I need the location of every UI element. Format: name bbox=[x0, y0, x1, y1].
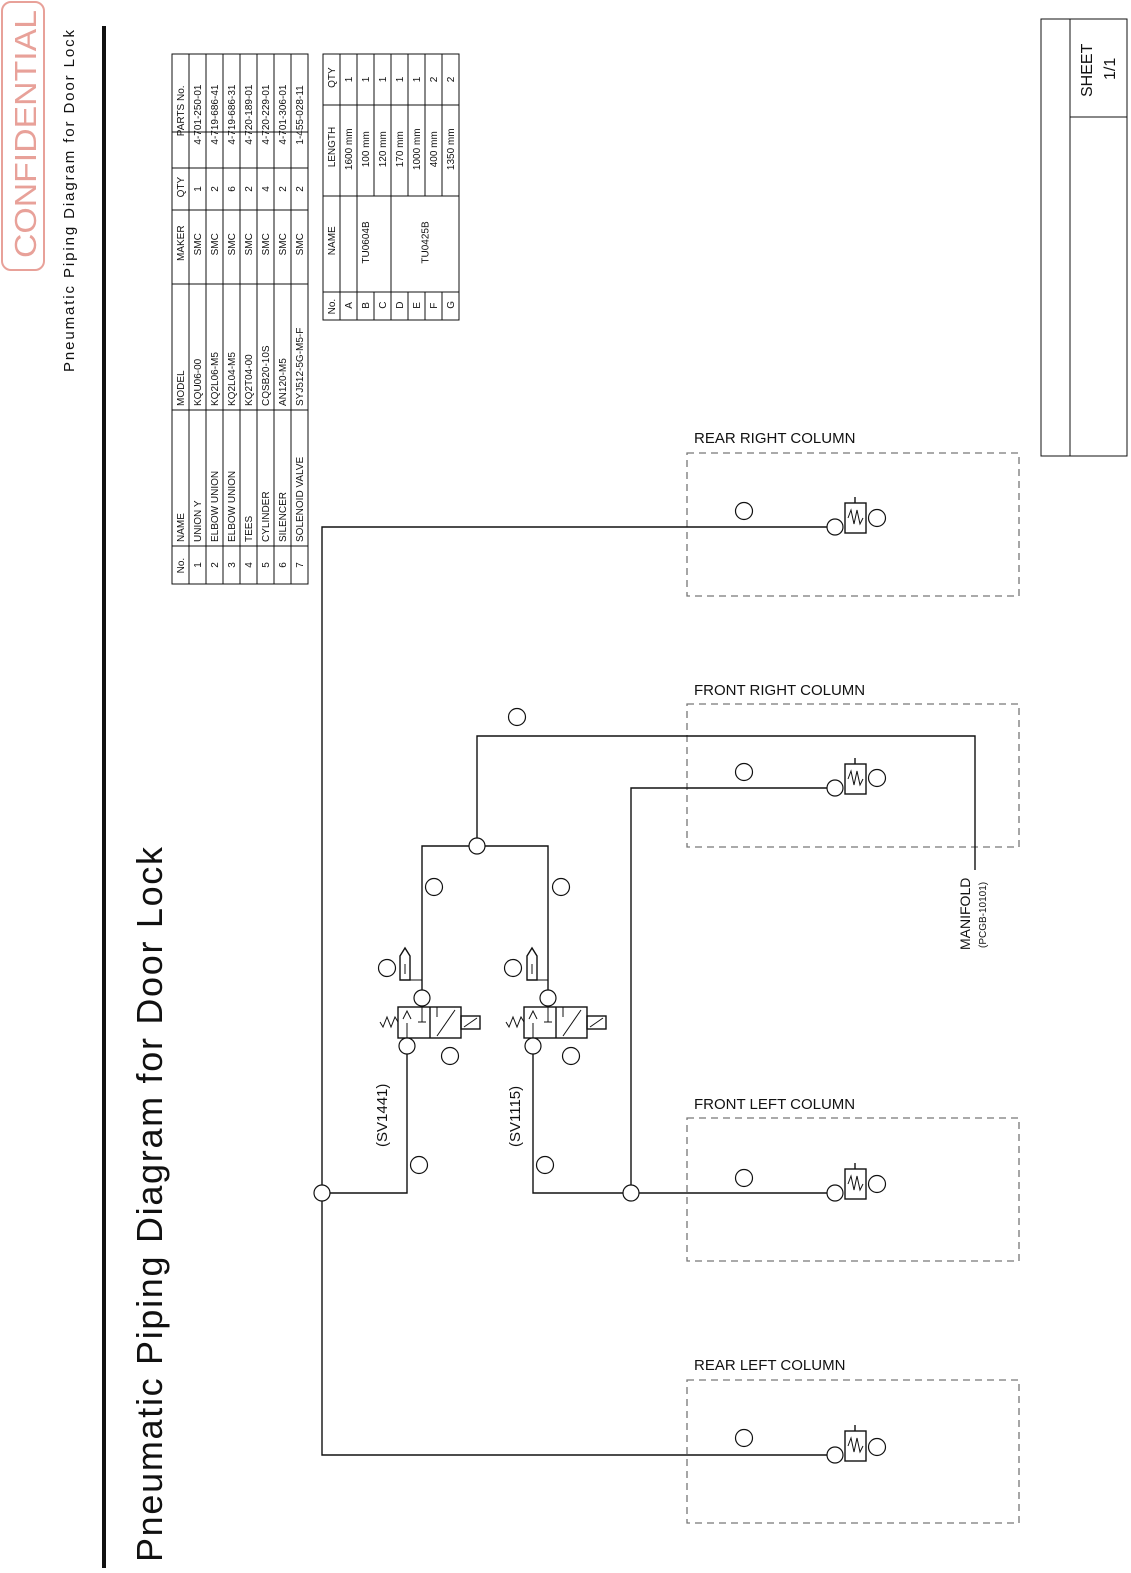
solenoid-valve-sv1441 bbox=[374, 948, 480, 1147]
main-title: Pneumatic Piping Diagram for Door Lock bbox=[129, 847, 170, 1562]
parts-cell: SYJ512-5G-M5-F bbox=[295, 327, 307, 406]
parts-cell: SMC bbox=[295, 233, 307, 256]
rear-left-column-label: REAR LEFT COLUMN bbox=[694, 1357, 846, 1374]
tube-name-tu0425b: TU0425B bbox=[420, 221, 432, 264]
tube-header-3: QTY bbox=[327, 67, 339, 88]
parts-header-4: QTY bbox=[176, 176, 188, 198]
parts-cell: SMC bbox=[210, 233, 222, 256]
front-left-column-box bbox=[687, 1118, 1019, 1261]
header-title: Pneumatic Piping Diagram for Door Lock bbox=[61, 30, 78, 372]
parts-header-1: NAME bbox=[176, 513, 188, 542]
tee-right bbox=[623, 1185, 639, 1201]
tube-row-qty: 1 bbox=[378, 76, 390, 83]
parts-cell: 4-701-250-01 bbox=[193, 84, 205, 145]
parts-cell: 6 bbox=[227, 186, 239, 192]
parts-cell: 5 bbox=[261, 562, 273, 568]
tube-row-length: 120 mm bbox=[378, 131, 390, 168]
sheet-box bbox=[1041, 19, 1127, 456]
cylinder-rear-left bbox=[827, 1425, 866, 1463]
parts-cell: 4-719-686-41 bbox=[210, 84, 222, 145]
manifold-label: MANIFOLD bbox=[957, 877, 973, 950]
confidential-text: CONFIDENTIAL bbox=[8, 30, 43, 258]
tube-header-1: NAME bbox=[327, 226, 339, 256]
rear-right-column-label: REAR RIGHT COLUMN bbox=[694, 430, 856, 447]
parts-cell: 3 bbox=[227, 562, 239, 568]
sheet-label: SHEET bbox=[1079, 43, 1096, 97]
parts-cell: 4 bbox=[261, 186, 273, 192]
tube-row-no: E bbox=[412, 302, 424, 309]
pipe-sv1115-out bbox=[533, 1046, 835, 1193]
parts-cell: 7 bbox=[295, 562, 307, 568]
tube-row-no: G bbox=[446, 301, 458, 309]
cylinder-rear-right bbox=[827, 497, 866, 535]
parts-cell: 2 bbox=[295, 186, 307, 192]
sheet-value: 1/1 bbox=[1102, 57, 1119, 80]
parts-cell: 4-720-229-01 bbox=[261, 84, 273, 145]
tube-row-length: 1600 mm bbox=[344, 128, 356, 171]
parts-cell: UNION Y bbox=[193, 500, 205, 542]
parts-cell: AN120-M5 bbox=[278, 358, 290, 406]
tube-row-qty: 1 bbox=[361, 76, 373, 83]
parts-cell: 4-719-686-31 bbox=[227, 84, 239, 145]
tube-row-qty: 2 bbox=[429, 76, 441, 83]
parts-cell: SMC bbox=[261, 233, 273, 256]
valve-label-sv1441: (SV1441) bbox=[374, 1083, 391, 1147]
solenoid-valve-sv1115 bbox=[506, 948, 606, 1147]
cylinder-front-left bbox=[827, 1163, 866, 1201]
tube-row-length: 100 mm bbox=[361, 131, 373, 168]
pipe-rear-right bbox=[322, 527, 835, 1455]
tube-row-length: 1350 mm bbox=[446, 128, 458, 171]
parts-cell: KQ2T04-00 bbox=[244, 354, 256, 406]
rear-left-column-box bbox=[687, 1380, 1019, 1523]
parts-cell: CYLINDER bbox=[261, 491, 273, 542]
front-right-column-label: FRONT RIGHT COLUMN bbox=[694, 682, 866, 699]
union-y bbox=[469, 838, 485, 854]
tube-table bbox=[323, 54, 459, 320]
parts-cell: SILENCER bbox=[278, 491, 290, 542]
parts-cell: KQ2L04-M5 bbox=[227, 352, 239, 406]
parts-cell: CQSB20-10S bbox=[261, 345, 273, 406]
tube-row-qty: 1 bbox=[344, 76, 356, 83]
tube-row-qty: 1 bbox=[395, 76, 407, 83]
manifold-model: (PCGB-10101) bbox=[978, 881, 989, 948]
parts-header-0: No. bbox=[176, 557, 188, 574]
parts-cell: KQ2L06-M5 bbox=[210, 352, 222, 406]
parts-cell: 4-720-189-01 bbox=[244, 84, 256, 145]
tube-row-no: F bbox=[429, 302, 441, 309]
valve-label-sv1115: (SV1115) bbox=[507, 1085, 524, 1147]
front-left-column-label: FRONT LEFT COLUMN bbox=[694, 1096, 856, 1113]
pipe-union-y-split bbox=[422, 846, 548, 998]
callout-circles bbox=[379, 503, 886, 1456]
tube-header-0: No. bbox=[327, 298, 339, 315]
parts-cell: ELBOW UNION bbox=[210, 470, 222, 542]
parts-cell: 6 bbox=[278, 562, 290, 568]
confidential-stamp bbox=[2, 2, 44, 270]
parts-cell: 2 bbox=[278, 186, 290, 192]
parts-header-3: MAKER bbox=[176, 225, 188, 261]
parts-cell: 1-455-028-11 bbox=[295, 85, 307, 145]
tee-left bbox=[314, 1185, 330, 1201]
tube-name-tu0604b: TU0604B bbox=[361, 221, 373, 264]
cylinder-front-right bbox=[827, 758, 866, 796]
tube-row-no: C bbox=[378, 301, 390, 309]
tube-row-length: 170 mm bbox=[395, 131, 407, 168]
parts-cell: 4 bbox=[244, 562, 256, 568]
parts-cell: ELBOW UNION bbox=[227, 470, 239, 542]
tube-row-qty: 1 bbox=[412, 76, 424, 83]
tube-row-qty: 2 bbox=[446, 76, 458, 83]
tube-row-length: 1000 mm bbox=[412, 128, 424, 171]
parts-cell: 1 bbox=[193, 562, 205, 568]
pipe-sv1441-out bbox=[322, 1046, 407, 1193]
pipe-manifold-supply bbox=[477, 736, 975, 870]
parts-cell: 2 bbox=[210, 186, 222, 192]
tube-header-2: LENGTH bbox=[327, 126, 339, 168]
fittings bbox=[314, 838, 639, 1201]
parts-cell: TEES bbox=[244, 515, 256, 542]
pipe-front-right bbox=[631, 788, 835, 1193]
parts-cell: 4-701-306-01 bbox=[278, 84, 290, 145]
tube-row-no: B bbox=[361, 302, 373, 309]
parts-header-5: PARTS No. bbox=[176, 85, 188, 137]
parts-cell: 1 bbox=[193, 186, 205, 192]
parts-cell: SMC bbox=[193, 233, 205, 256]
parts-cell: 2 bbox=[244, 186, 256, 192]
parts-cell: SMC bbox=[278, 233, 290, 256]
tube-row-no: D bbox=[395, 301, 407, 309]
parts-cell: SMC bbox=[227, 233, 239, 256]
rear-right-column-box bbox=[687, 453, 1019, 596]
tube-row-length: 400 mm bbox=[429, 131, 441, 168]
parts-cell: SOLENOID VALVE bbox=[295, 456, 307, 542]
parts-cell: 2 bbox=[210, 562, 222, 568]
parts-cell: SMC bbox=[244, 233, 256, 256]
parts-table bbox=[172, 54, 308, 584]
column-boxes bbox=[687, 430, 1019, 1523]
parts-cell: KQU06-00 bbox=[193, 358, 205, 406]
tube-row-no: A bbox=[344, 302, 356, 309]
parts-header-2: MODEL bbox=[176, 370, 188, 406]
cylinders bbox=[827, 497, 866, 1463]
manifold-label-group bbox=[957, 878, 989, 950]
